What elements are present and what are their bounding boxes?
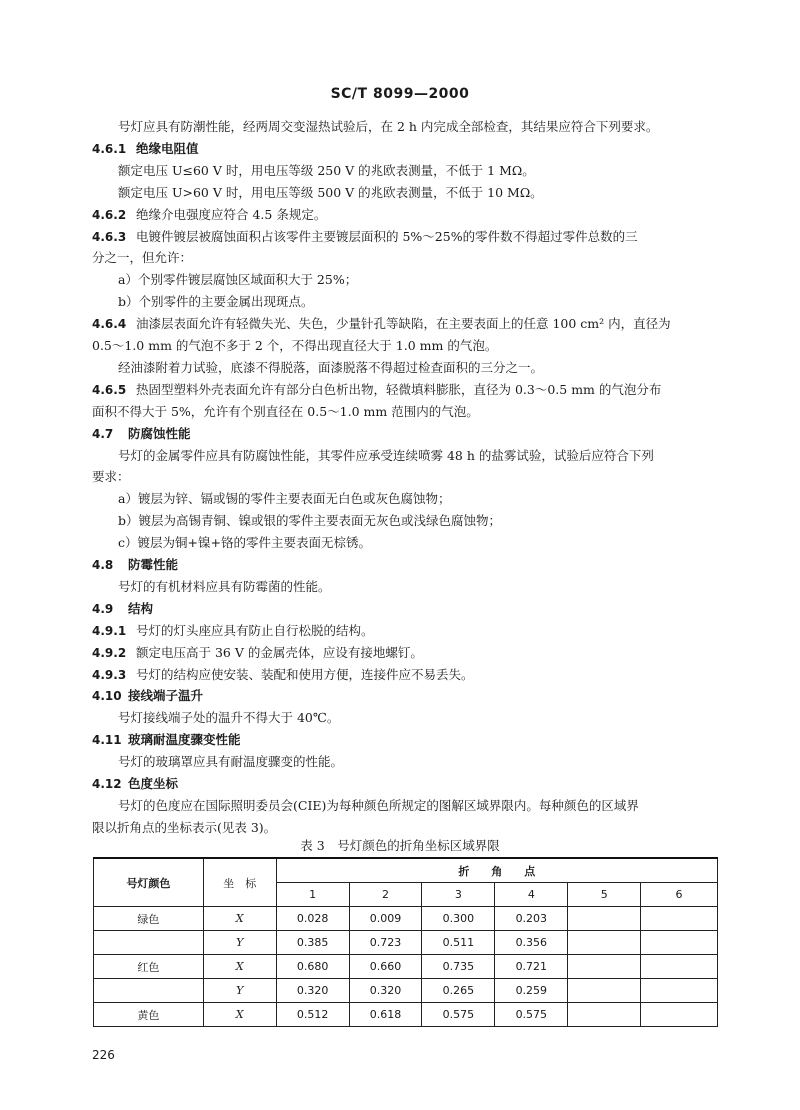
paragraph-line — [92, 338, 732, 354]
header-color: 号灯颜色 — [94, 858, 204, 907]
value-cell: 0.028 — [276, 907, 349, 931]
paragraph-line — [118, 754, 758, 770]
line-text: 色度坐标 — [128, 776, 179, 791]
standard-header: SC/T 8099—2000 — [330, 86, 470, 102]
point-number-cell: 3 — [422, 883, 495, 907]
table-row — [94, 1003, 718, 1027]
paragraph-line — [118, 185, 758, 201]
table-row — [94, 979, 718, 1003]
value-cell: 0.320 — [276, 979, 349, 1003]
paragraph-line — [118, 448, 758, 464]
coord-cell: X — [203, 1003, 276, 1027]
section-heading — [92, 426, 732, 442]
paragraph-line — [92, 207, 732, 223]
line-text: 油漆层表面允许有轻微失光、失色，少量针孔等缺陷，在主要表面上的任意 100 cm² 内，直径为 — [136, 316, 671, 332]
paragraph-line — [92, 229, 732, 245]
clause-number: 4.8 — [92, 558, 114, 572]
line-text: 经油漆附着力试验，底漆不得脱落，面漆脱落不得超过检查面积的三分之一。 — [118, 359, 544, 375]
paragraph-line — [118, 535, 758, 551]
value-cell: 0.385 — [276, 931, 349, 955]
section-heading — [92, 688, 732, 704]
line-text: 限以折角点的坐标表示(见表 3)。 — [92, 819, 277, 835]
line-text: 电镀件镀层被腐蚀面积占该零件主要镀层面积的 5%～25%的零件数不得超过零件总数的三 — [136, 228, 638, 244]
paragraph-line — [92, 645, 732, 661]
section-heading — [92, 601, 732, 617]
line-text: a）个别零件镀层腐蚀区域面积大于 25%； — [118, 272, 358, 288]
line-text: 热固型塑料外壳表面允许有部分白色析出物，轻微填料膨胀，直径为 0.3～0.5 mm 的气泡分布 — [136, 381, 662, 397]
value-cell — [641, 907, 718, 931]
line-text: 防腐蚀性能 — [128, 425, 191, 441]
value-cell: 0.009 — [349, 907, 422, 931]
value-cell: 0.735 — [422, 955, 495, 979]
point-number-cell: 5 — [568, 883, 641, 907]
paragraph-line — [118, 710, 758, 726]
value-cell: 0.680 — [276, 955, 349, 979]
value-cell — [568, 931, 641, 955]
paragraph-line — [118, 294, 758, 310]
paragraph-line — [118, 491, 758, 507]
coord-cell: Y — [203, 979, 276, 1003]
paragraph-line — [92, 623, 732, 639]
paragraph-line — [118, 163, 758, 179]
point-number-cell: 6 — [641, 883, 718, 907]
value-cell — [568, 979, 641, 1003]
color-cell: 绿色 — [94, 907, 204, 931]
line-text: b）镀层为高锡青铜、镍或银的零件主要表面无灰色或浅绿色腐蚀物； — [118, 513, 502, 529]
value-cell — [568, 955, 641, 979]
value-cell — [641, 955, 718, 979]
clause-number: 4.12 — [92, 777, 122, 791]
paragraph-line — [92, 820, 732, 836]
coord-cell: X — [203, 907, 276, 931]
line-text: 额定电压 U≤60 V 时，用电压等级 250 V 的兆欧表测量，不低于 1 MΩ。 — [118, 162, 535, 178]
paragraph-line — [118, 579, 758, 595]
paragraph-line — [118, 513, 758, 529]
line-text: 号灯接线端子处的温升不得大于 40℃。 — [118, 710, 340, 726]
coord-cell: Y — [203, 931, 276, 955]
value-cell: 0.512 — [276, 1003, 349, 1027]
table-caption: 表 3 号灯颜色的折角坐标区域界限 — [300, 838, 500, 853]
paragraph-line — [118, 360, 758, 376]
line-text: b）个别零件的主要金属出现斑点。 — [118, 294, 314, 310]
paragraph-line — [92, 250, 732, 266]
point-number-cell: 1 — [276, 883, 349, 907]
section-heading — [92, 776, 732, 792]
table-row — [94, 931, 718, 955]
clause-number: 4.10 — [92, 689, 122, 704]
value-cell: 0.265 — [422, 979, 495, 1003]
value-cell: 0.618 — [349, 1003, 422, 1027]
line-text: 接线端子温升 — [128, 688, 204, 704]
line-text: 号灯的有机材料应具有防霉菌的性能。 — [118, 578, 331, 594]
clause-number: 4.9.3 — [92, 667, 127, 682]
value-cell: 0.660 — [349, 955, 422, 979]
line-text: c）镀层为铜+镍+铬的零件主要表面无棕锈。 — [118, 535, 371, 551]
paragraph-line — [118, 272, 758, 288]
value-cell — [568, 907, 641, 931]
value-cell: 0.300 — [422, 907, 495, 931]
table-row — [94, 907, 718, 931]
clause-number: 4.9 — [92, 601, 114, 616]
value-cell: 0.259 — [495, 979, 568, 1003]
line-text: 号灯的金属零件应具有防腐蚀性能，其零件应承受连续喷雾 48 h 的盐雾试验，试验后应符合下列 — [118, 447, 654, 463]
clause-number: 4.6.4 — [92, 317, 127, 332]
line-text: 号灯应具有防潮性能，经两周交变湿热试验后，在 2 h 内完成全部检查，其结果应符合下列要求。 — [118, 119, 659, 134]
line-text: 号灯的灯头座应具有防止自行松脱的结构。 — [136, 622, 374, 638]
value-cell: 0.320 — [349, 979, 422, 1003]
paragraph-line — [92, 316, 732, 332]
page-number: 226 — [92, 1048, 115, 1062]
color-cell: 红色 — [94, 955, 204, 979]
clause-number: 4.6.2 — [92, 207, 127, 222]
table-body — [94, 907, 718, 1027]
value-cell: 0.723 — [349, 931, 422, 955]
value-cell — [641, 979, 718, 1003]
clause-number: 4.9.2 — [92, 645, 127, 660]
color-cell — [94, 979, 204, 1003]
paragraph-line — [92, 404, 732, 420]
paragraph-line — [118, 798, 758, 814]
line-text: 防霉性能 — [128, 557, 179, 572]
value-cell: 0.575 — [422, 1003, 495, 1027]
value-cell: 0.575 — [495, 1003, 568, 1027]
color-cell: 黄色 — [94, 1003, 204, 1027]
line-text: 绝缘介电强度应符合 4.5 条规定。 — [136, 206, 327, 222]
line-text: a）镀层为锌、镉或锡的零件主要表面无白色或灰色腐蚀物； — [118, 491, 451, 507]
clause-number: 4.9.1 — [92, 623, 127, 638]
point-number-cell: 4 — [495, 883, 568, 907]
clause-number: 4.7 — [92, 426, 114, 441]
value-cell — [641, 1003, 718, 1027]
line-text: 面积不得大于 5%，允许有个别直径在 0.5～1.0 mm 范围内的气泡。 — [92, 403, 479, 419]
line-text: 要求： — [92, 469, 130, 485]
chromaticity-table — [93, 857, 718, 1027]
clause-number: 4.6.3 — [92, 229, 127, 244]
paragraph-line — [118, 119, 758, 135]
value-cell: 0.356 — [495, 931, 568, 955]
header-points: 折 角 点 — [276, 858, 717, 883]
clause-number: 4.6.5 — [92, 382, 127, 397]
paragraph-line — [92, 382, 732, 398]
value-cell — [568, 1003, 641, 1027]
line-text: 号灯的结构应使安装、装配和使用方便，连接件应不易丢失。 — [136, 666, 474, 682]
header-coord: 坐 标 — [203, 858, 276, 907]
line-text: 绝缘电阻值 — [136, 140, 199, 156]
line-text: 号灯的玻璃罩应具有耐温度骤变的性能。 — [118, 754, 344, 770]
table-row — [94, 955, 718, 979]
line-text: 号灯的色度应在国际照明委员会(CIE)为每种颜色所规定的图解区域界限内。每种颜色的区域界 — [118, 797, 639, 813]
section-heading — [92, 732, 732, 748]
section-heading — [92, 141, 732, 157]
line-text: 额定电压 U>60 V 时，用电压等级 500 V 的兆欧表测量，不低于 10 MΩ。 — [118, 184, 543, 200]
line-text: 额定电压高于 36 V 的金属壳体，应设有接地螺钉。 — [136, 644, 423, 660]
line-text: 结构 — [128, 600, 154, 616]
line-text: 0.5～1.0 mm 的气泡不多于 2 个，不得出现直径大于 1.0 mm 的气泡。 — [92, 338, 498, 353]
value-cell — [641, 931, 718, 955]
paragraph-line — [92, 469, 732, 485]
value-cell: 0.203 — [495, 907, 568, 931]
clause-number: 4.11 — [92, 733, 122, 748]
paragraph-line — [92, 667, 732, 683]
clause-number: 4.6.1 — [92, 141, 127, 156]
line-text: 分之一，但允许： — [92, 250, 193, 266]
line-text: 玻璃耐温度骤变性能 — [128, 732, 241, 748]
color-cell — [94, 931, 204, 955]
value-cell: 0.721 — [495, 955, 568, 979]
point-number-cell: 2 — [349, 883, 422, 907]
section-heading — [92, 557, 732, 573]
coord-cell: X — [203, 955, 276, 979]
value-cell: 0.511 — [422, 931, 495, 955]
